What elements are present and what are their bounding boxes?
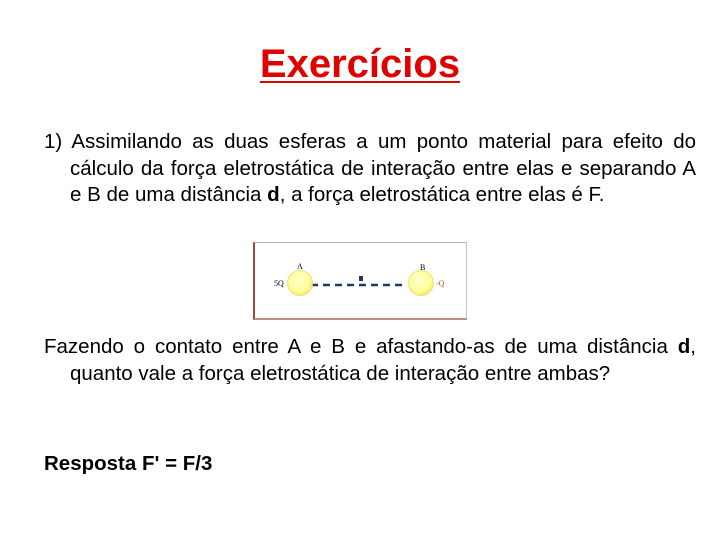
slide-title-text: Exercícios xyxy=(259,42,461,86)
label-a: A xyxy=(297,262,303,271)
followup-tail: , quanto vale a força eletrostática de interação entre ambas? xyxy=(70,335,696,385)
followup-distance-variable: d xyxy=(677,335,691,358)
followup-lead: Fazendo o contato entre A e B e afastando-as de uma distância xyxy=(44,335,678,358)
question-lead: 1) Assimilando as duas esferas a um ponto material para efeito do cálculo da força eletrostática de interação entre elas e separando A e B de uma distância xyxy=(44,130,696,206)
slide-title xyxy=(0,42,720,87)
question-paragraph xyxy=(44,129,696,209)
followup-paragraph xyxy=(44,334,696,387)
answer-text: Resposta F' = F/3 xyxy=(44,452,213,475)
question-tail: , a força eletrostática entre elas é F. xyxy=(279,183,605,206)
sphere-b xyxy=(409,271,434,296)
label-b: B xyxy=(420,263,426,272)
charge-a: 5Q xyxy=(274,279,284,288)
charge-b: -Q xyxy=(436,279,445,288)
distance-marker xyxy=(359,276,363,281)
spheres-figure xyxy=(253,242,467,320)
distance-variable: d xyxy=(267,183,280,206)
sphere-a xyxy=(288,271,313,296)
spheres-diagram xyxy=(255,243,465,317)
